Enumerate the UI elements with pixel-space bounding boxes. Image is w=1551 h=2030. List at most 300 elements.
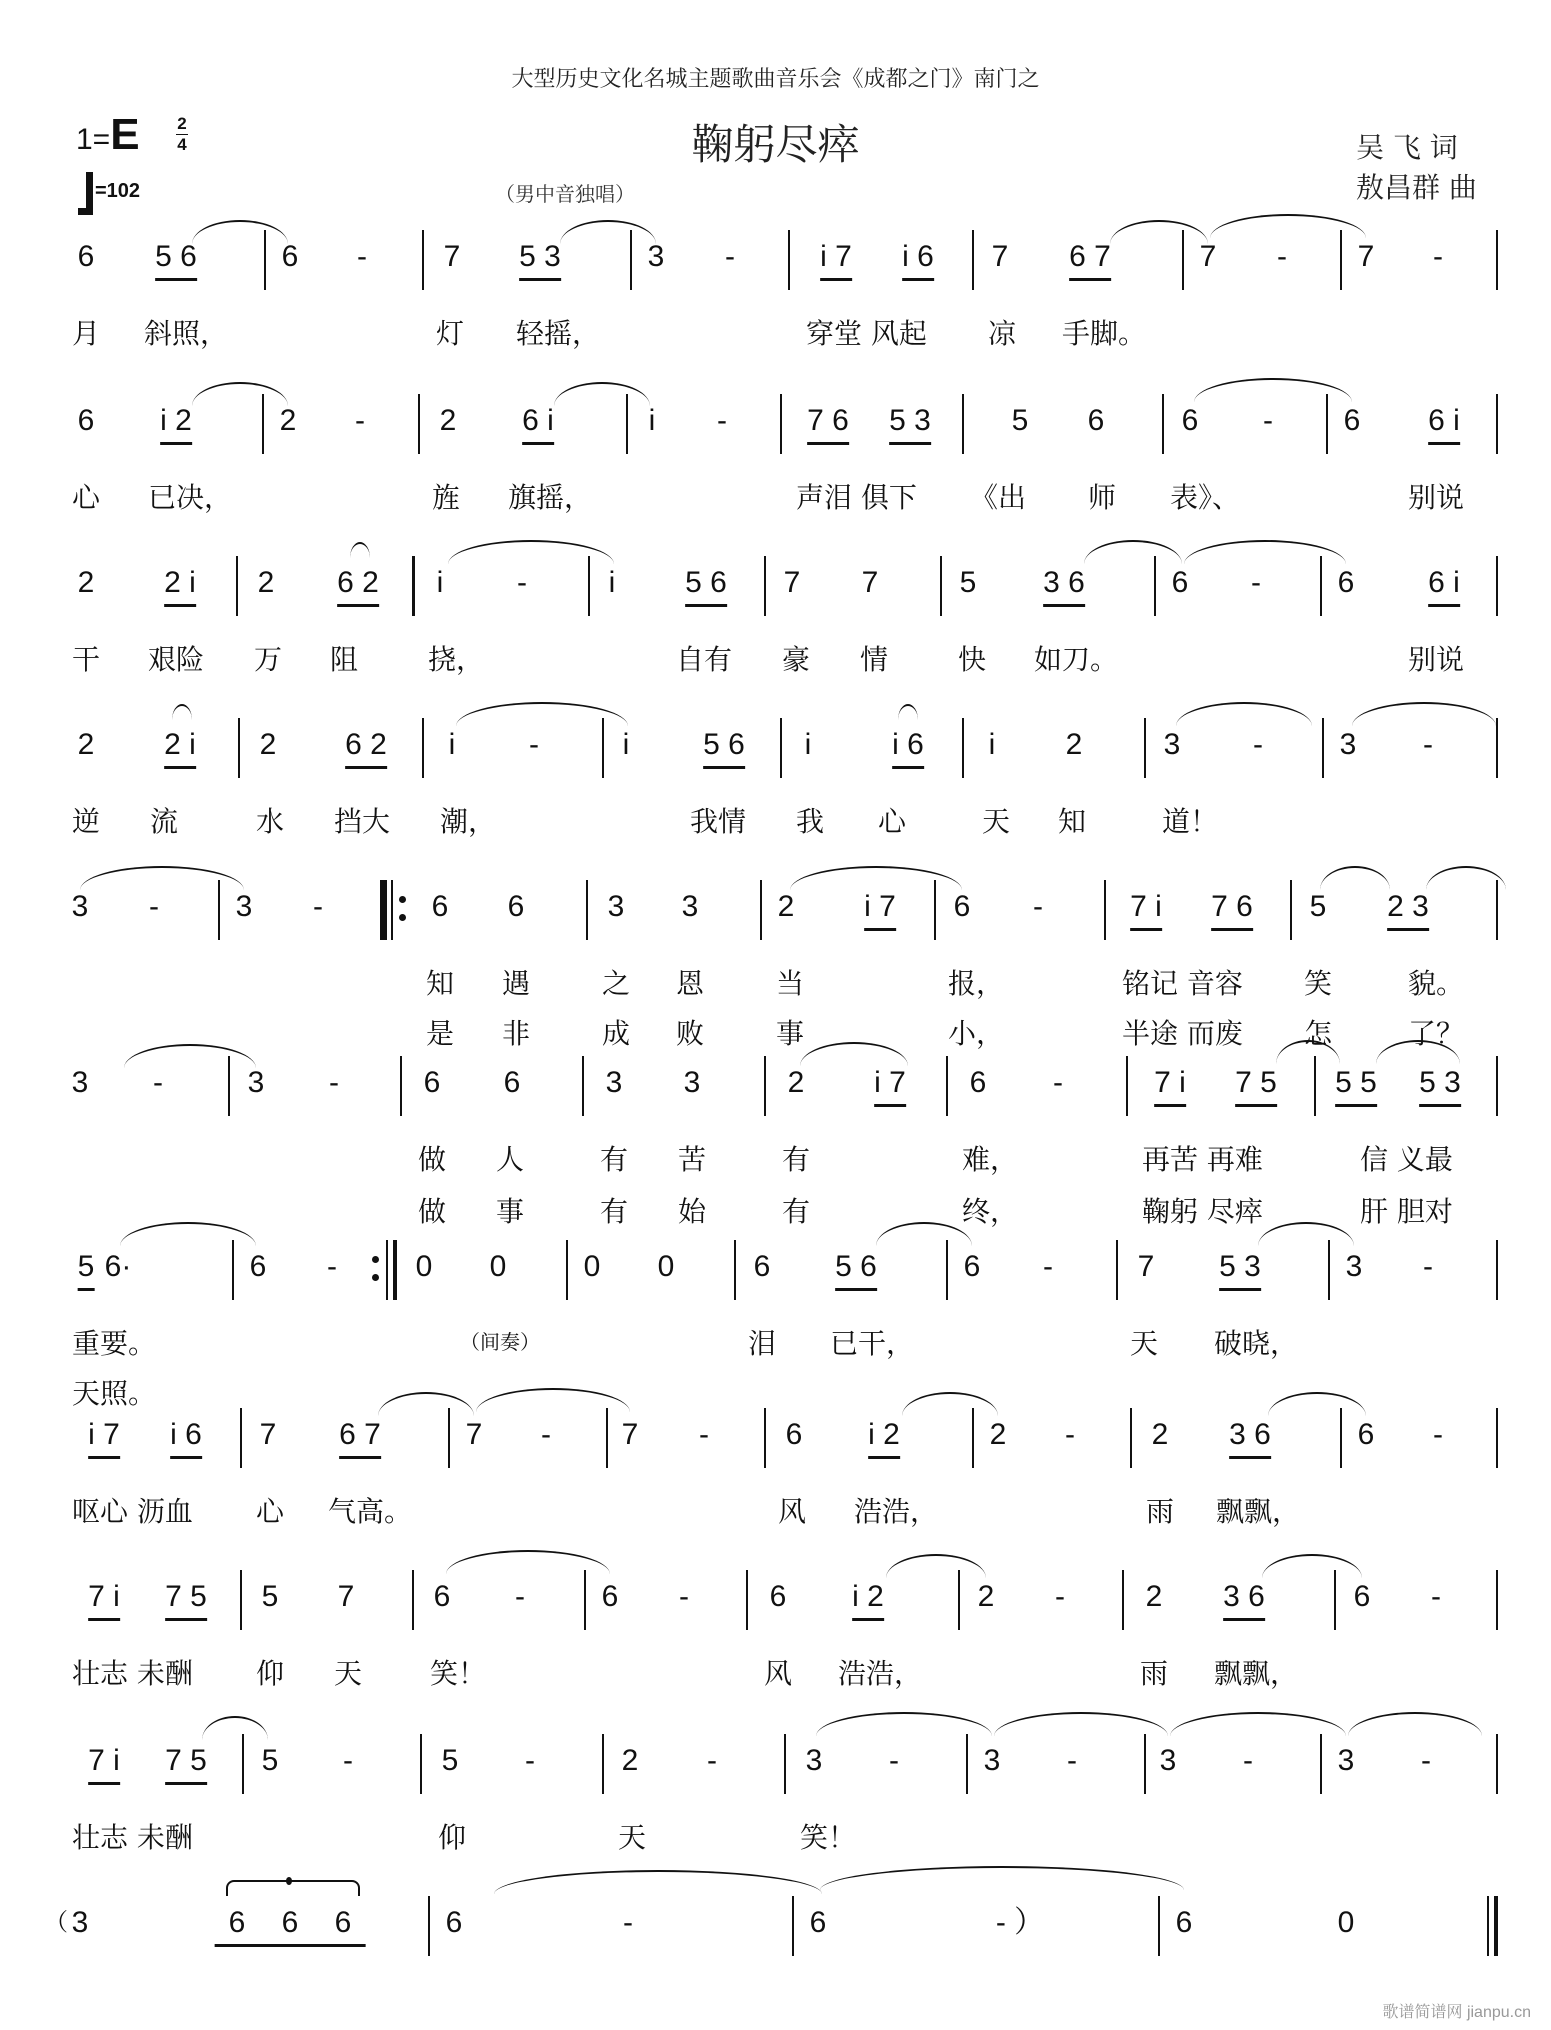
note: -	[149, 890, 159, 923]
lyric: 小，	[948, 1017, 1005, 1050]
tie	[560, 220, 656, 244]
note: 7 6	[807, 404, 849, 445]
tie	[448, 540, 614, 564]
note: 2	[977, 1580, 995, 1613]
note: 6	[1353, 1580, 1371, 1613]
fermata-dot	[286, 1877, 292, 1885]
note: 7	[621, 1418, 639, 1451]
note: -	[1043, 1250, 1053, 1283]
note: 6	[753, 1250, 771, 1283]
repeat-end-barline	[393, 1240, 397, 1300]
tie	[886, 1554, 986, 1578]
key-signature	[76, 110, 187, 160]
lyric: 笑！	[800, 1821, 857, 1854]
note: 5	[959, 566, 977, 599]
note: 6	[1171, 566, 1189, 599]
lyric: 铭记 音容	[1122, 967, 1243, 1000]
note: 2 3	[1387, 890, 1429, 931]
barline	[764, 556, 766, 616]
note: 0	[415, 1250, 433, 1283]
note: -	[1053, 1066, 1063, 1099]
lyric: 壮志 未酬	[72, 1821, 193, 1854]
note: 6 i	[1428, 404, 1460, 445]
note: 3	[647, 240, 665, 273]
tie	[378, 1392, 474, 1416]
tie	[120, 1222, 256, 1246]
note: 5 3	[889, 404, 931, 445]
slur	[172, 704, 192, 720]
tie	[816, 1712, 992, 1736]
note: 6	[445, 1906, 463, 1939]
note: 5	[1011, 404, 1029, 437]
barline	[1340, 1408, 1342, 1468]
note: 3	[805, 1744, 823, 1777]
note: i 6	[892, 728, 924, 769]
lyric: 再苦 再难	[1142, 1143, 1263, 1176]
barline	[764, 1408, 766, 1468]
note: 3	[1159, 1744, 1177, 1777]
key-prefix: 1=	[76, 123, 111, 156]
time-signature: 2 4	[177, 114, 187, 154]
note: -	[329, 1066, 339, 1099]
note: -	[1033, 890, 1043, 923]
barline	[780, 718, 782, 778]
note: 3	[1163, 728, 1181, 761]
barline	[1290, 880, 1292, 940]
note: i 2	[160, 404, 192, 445]
note: 7	[1137, 1250, 1155, 1283]
lyric: 遇	[502, 967, 531, 1000]
tie	[1348, 1712, 1482, 1736]
lyric: 飘飘，	[1216, 1495, 1301, 1528]
lyric: 手脚。	[1062, 317, 1147, 350]
lyric: 仰	[438, 1821, 467, 1854]
note: 6	[1337, 566, 1355, 599]
note: -	[1421, 1744, 1431, 1777]
lyric: 表》、	[1170, 481, 1241, 514]
lyric: 已决，	[148, 481, 233, 514]
note: 0	[489, 1250, 507, 1283]
lyric: 有	[600, 1143, 629, 1176]
lyric: 报，	[948, 967, 1005, 1000]
tie	[1084, 540, 1182, 564]
note: -	[515, 1580, 525, 1613]
lyric: 万	[254, 643, 283, 676]
lyric: 道！	[1162, 805, 1219, 838]
note: 6	[281, 240, 299, 273]
barline	[602, 1734, 604, 1794]
note: -	[1055, 1580, 1065, 1613]
lyric: 心	[878, 805, 907, 838]
barline	[788, 230, 790, 290]
barline	[602, 718, 604, 778]
note: 5	[1309, 890, 1327, 923]
note: 3	[605, 1066, 623, 1099]
note: 2	[777, 890, 795, 923]
note: 5 3	[519, 240, 561, 281]
lyric: 挠，	[428, 643, 485, 676]
note: 6	[1087, 404, 1105, 437]
note: -	[1277, 240, 1287, 273]
lyric: 别说	[1408, 643, 1465, 676]
note: 6	[1343, 404, 1361, 437]
note: -	[1431, 1580, 1441, 1613]
tempo-marking: =102	[78, 172, 140, 215]
lyric: 恩	[676, 967, 705, 1000]
lyric: 别说	[1408, 481, 1465, 514]
note: 7	[465, 1418, 483, 1451]
lyric: 天	[1130, 1327, 1159, 1360]
note: 3	[1339, 728, 1357, 761]
note: 3	[247, 1066, 265, 1099]
note: 3	[71, 1906, 89, 1939]
lyric: 肝 胆对	[1360, 1195, 1453, 1228]
lyric: 呕心 沥血	[72, 1495, 193, 1528]
lyric: 是	[426, 1017, 455, 1050]
lyric: 苦	[678, 1143, 707, 1176]
lyric: 之	[602, 967, 631, 1000]
barline	[1496, 1240, 1498, 1300]
repeat-start-barline	[380, 880, 387, 940]
note: 3	[1345, 1250, 1363, 1283]
lyric: 有	[600, 1195, 629, 1228]
note: 6·	[104, 1250, 132, 1283]
barline	[966, 1734, 968, 1794]
barline	[1322, 718, 1324, 778]
lyric: 斜照，	[144, 317, 229, 350]
note: -	[327, 1250, 337, 1283]
note: 2	[989, 1418, 1007, 1451]
note: 2	[787, 1066, 805, 1099]
note: -	[355, 404, 365, 437]
barline	[1496, 1408, 1498, 1468]
note: 6	[433, 1580, 451, 1613]
lyric: 当	[776, 967, 805, 1000]
note: -	[699, 1418, 709, 1451]
note: 6 2	[345, 728, 387, 769]
note: i 2	[868, 1418, 900, 1459]
lyric: 非	[502, 1017, 531, 1050]
barline	[946, 1240, 948, 1300]
concert-subtitle: 大型历史文化名城主题歌曲音乐会《成都之门》南门之	[511, 67, 1040, 92]
lyric: 雨	[1140, 1657, 1169, 1690]
note: 6	[1181, 404, 1199, 437]
barline	[1496, 718, 1498, 778]
lyric: 天照。	[72, 1377, 157, 1410]
key-letter: E	[110, 110, 140, 159]
note: i 2	[852, 1580, 884, 1621]
barline	[418, 394, 420, 454]
note: 7	[443, 240, 461, 273]
note: 3	[1337, 1744, 1355, 1777]
lyric: 快	[958, 643, 987, 676]
lyric: 人	[496, 1143, 525, 1176]
slur	[1426, 866, 1506, 890]
barline	[1320, 1734, 1322, 1794]
note: 6 i	[522, 404, 554, 445]
barline	[1320, 556, 1322, 616]
barline	[1496, 1570, 1498, 1630]
note: 2 i	[164, 566, 196, 607]
note: 3	[607, 890, 625, 923]
repeat-dot	[372, 1274, 379, 1281]
note: 7 i	[88, 1744, 120, 1785]
tie	[192, 220, 288, 244]
note: 2	[77, 728, 95, 761]
tie	[202, 1716, 268, 1740]
note: 6	[1357, 1418, 1375, 1451]
lyric: 旗摇，	[508, 481, 593, 514]
note: 6	[423, 1066, 441, 1099]
slur	[800, 1042, 908, 1066]
note: 5	[261, 1744, 279, 1777]
lyric: 轻摇，	[516, 317, 601, 350]
tie	[80, 866, 244, 890]
barline	[428, 1896, 430, 1956]
lyric: 浩浩，	[854, 1495, 939, 1528]
repeat-dot	[399, 896, 406, 903]
note: 2	[439, 404, 457, 437]
barline	[958, 1570, 960, 1630]
lyric: 信 义最	[1360, 1143, 1453, 1176]
lyric: 灯	[436, 317, 465, 350]
note: i 7	[864, 890, 896, 931]
tie	[554, 382, 650, 406]
barline	[1496, 230, 1498, 290]
note: -	[679, 1580, 689, 1613]
note: 5 6	[835, 1250, 877, 1291]
note: 7 i	[1130, 890, 1162, 931]
note: 3 6	[1043, 566, 1085, 607]
barline	[972, 230, 974, 290]
lyric: 重要。	[72, 1327, 157, 1360]
tie	[1210, 214, 1366, 238]
note: 2	[1065, 728, 1083, 761]
note: 7 i	[1154, 1066, 1186, 1107]
lyric: 干	[72, 643, 101, 676]
note: 3	[683, 1066, 701, 1099]
lyric: 我	[796, 805, 825, 838]
lyric: 风	[764, 1657, 793, 1690]
note: -	[1067, 1744, 1077, 1777]
lyric: 潮，	[440, 805, 497, 838]
note: -	[725, 240, 735, 273]
barline	[422, 230, 424, 290]
barline	[1340, 230, 1342, 290]
lyric: 仰	[256, 1657, 285, 1690]
lyric: 始	[678, 1195, 707, 1228]
lyric: 做	[418, 1143, 447, 1176]
barline	[764, 1056, 766, 1116]
lyric: 壮志 未酬	[72, 1657, 193, 1690]
note: 5 5	[1335, 1066, 1377, 1107]
lyric: 气高。	[328, 1495, 413, 1528]
note: -	[889, 1744, 899, 1777]
note: 5 6	[703, 728, 745, 769]
note-with-close-paren: - ）	[995, 1906, 1045, 1939]
lyric: 天	[982, 805, 1011, 838]
lyric: 自有	[676, 643, 733, 676]
tie	[192, 382, 288, 406]
lyric: 笑！	[430, 1657, 487, 1690]
tie	[994, 1712, 1168, 1736]
interlude-label: （间奏）	[460, 1330, 540, 1354]
barline	[448, 1408, 450, 1468]
lyric: 心	[256, 1495, 285, 1528]
note: i 6	[902, 240, 934, 281]
tie	[1170, 1712, 1346, 1736]
voice-type: （男中音独唱）	[495, 182, 635, 206]
note: 6	[969, 1066, 987, 1099]
lyric: 败	[676, 1017, 705, 1050]
tie	[446, 1550, 610, 1574]
note: i	[804, 728, 812, 761]
barline	[1122, 1570, 1124, 1630]
barline	[1496, 1056, 1498, 1116]
slur	[790, 866, 962, 890]
lyric: 怎	[1304, 1017, 1333, 1050]
note: i 6	[170, 1418, 202, 1459]
note: 6	[601, 1580, 619, 1613]
note: 2	[279, 404, 297, 437]
tie	[876, 1222, 972, 1246]
tie	[456, 702, 628, 726]
lyric: 笑	[1304, 967, 1333, 1000]
barline	[946, 1056, 948, 1116]
note: 6	[249, 1250, 267, 1283]
note: 2	[77, 566, 95, 599]
barline	[1334, 1570, 1336, 1630]
note: 5	[78, 1250, 95, 1291]
lyric: 声泪 俱下	[796, 481, 917, 514]
repeat-dot	[399, 914, 406, 921]
barline	[1496, 394, 1498, 454]
triplet-bracket	[226, 1880, 360, 1896]
note: 2 i	[164, 728, 196, 769]
note: 6	[963, 1250, 981, 1283]
tie	[902, 1392, 998, 1416]
lyric: 泪	[748, 1327, 777, 1360]
lyric: 飘飘，	[1214, 1657, 1299, 1690]
lyric: 已干，	[830, 1327, 915, 1360]
barline	[412, 1570, 414, 1630]
tie	[1184, 540, 1346, 564]
note: 0	[1337, 1906, 1355, 1939]
note: 6	[77, 404, 95, 437]
note: 3	[71, 890, 89, 923]
quarter-note-icon	[78, 172, 93, 215]
tie	[820, 1866, 1184, 1890]
barline	[240, 1408, 242, 1468]
note: 5	[261, 1580, 279, 1613]
lyric: 知	[1058, 805, 1087, 838]
barline	[1496, 1734, 1498, 1794]
lyric: 终，	[962, 1195, 1019, 1228]
barline	[420, 1734, 422, 1794]
barline	[780, 394, 782, 454]
lyric: 难，	[962, 1143, 1019, 1176]
lyric: 月	[72, 317, 101, 350]
open-paren: （	[44, 1909, 68, 1936]
note: 5 3	[1219, 1250, 1261, 1291]
note: 6	[507, 890, 525, 923]
tie	[124, 1044, 256, 1068]
note: 6	[431, 890, 449, 923]
note: 2	[1151, 1418, 1169, 1451]
final-barline-thin	[1487, 1896, 1489, 1956]
note: -	[153, 1066, 163, 1099]
barline	[422, 718, 424, 778]
note: 0	[583, 1250, 601, 1283]
note: 6	[503, 1066, 521, 1099]
note: 6	[1175, 1906, 1193, 1939]
lyric: 师	[1088, 481, 1117, 514]
note: 6	[953, 890, 971, 923]
lyricist-credit: 吴 飞 词	[1356, 131, 1458, 164]
barline	[962, 718, 964, 778]
note: 5	[441, 1744, 459, 1777]
lyric: 有	[782, 1195, 811, 1228]
barline	[1326, 394, 1328, 454]
composer-credit: 敖昌群 曲	[1356, 171, 1477, 204]
barline	[1144, 1734, 1146, 1794]
tie	[1262, 1554, 1362, 1578]
lyric: 旌	[432, 481, 461, 514]
repeat-end-thin	[386, 1240, 388, 1300]
lyric: 豪	[782, 643, 811, 676]
note: -	[343, 1744, 353, 1777]
note: -	[1263, 404, 1273, 437]
note: 7	[783, 566, 801, 599]
song-title: 鞠躬尽瘁	[691, 120, 860, 169]
lyric: 流	[150, 805, 179, 838]
lyric: 天	[334, 1657, 363, 1690]
lyric: 我情	[690, 805, 747, 838]
barline	[240, 1570, 242, 1630]
note: 6	[769, 1580, 787, 1613]
note: 7 5	[1235, 1066, 1277, 1107]
watermark: 歌谱简谱网 jianpu.cn	[1382, 2004, 1531, 2021]
lyric: 浩浩，	[838, 1657, 923, 1690]
barline	[1154, 556, 1156, 616]
barline	[400, 1056, 402, 1116]
tie	[1176, 702, 1312, 726]
barline	[760, 880, 762, 940]
note: i 7	[820, 240, 852, 281]
barline	[586, 880, 588, 940]
note: -	[1251, 566, 1261, 599]
note: 3 6	[1229, 1418, 1271, 1459]
lyric: 做	[418, 1195, 447, 1228]
lyric: 挡大	[334, 805, 391, 838]
note: -	[313, 890, 323, 923]
slur	[1320, 866, 1390, 890]
lyric: 风	[778, 1495, 807, 1528]
note: i	[448, 728, 456, 761]
barline	[940, 556, 942, 616]
note: -	[623, 1906, 633, 1939]
lyric: 天	[618, 1821, 647, 1854]
lyric: 艰险	[148, 643, 205, 676]
tie	[1194, 378, 1352, 402]
lyric: 鞠躬 尽瘁	[1142, 1195, 1263, 1228]
repeat-start-thin	[391, 880, 393, 940]
tie	[1258, 1222, 1354, 1246]
barline	[236, 556, 238, 616]
barline	[242, 1734, 244, 1794]
note: -	[1243, 1744, 1253, 1777]
tie	[1110, 220, 1208, 244]
